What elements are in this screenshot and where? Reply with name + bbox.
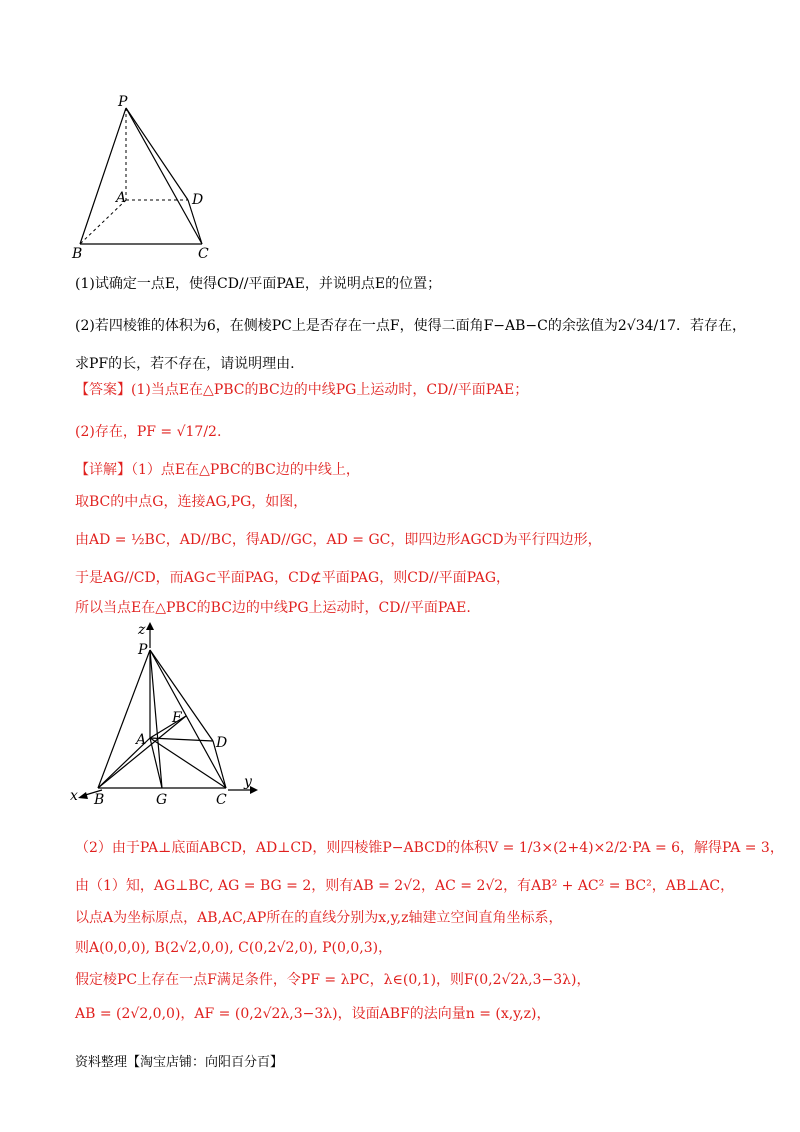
answer-1: 【答案】(1)当点E在△PBC的BC边的中线PG上运动时，CD//平面PAE； — [75, 382, 529, 398]
question-2-cont: 求PF的长，若不存在，请说明理由. — [75, 356, 295, 372]
label-B: B — [94, 792, 105, 808]
axis-x-arrow — [78, 792, 88, 799]
label-C: C — [216, 792, 227, 808]
edge-PC — [126, 108, 202, 244]
label-A: A — [116, 190, 127, 206]
detail-3: 由AD = ½BC，AD//BC，得AD//GC，AD = GC，即四边形AGCD为平行四边形， — [75, 532, 602, 548]
question-1: (1)试确定一点E，使得CD//平面PAE，并说明点E的位置； — [75, 276, 442, 292]
detail-5: 所以当点E在△PBC的BC边的中线PG上运动时，CD//平面PAE. — [75, 600, 471, 616]
edge-PC — [150, 650, 226, 788]
part2-line-3: 以点A为坐标原点，AB,AC,AP所在的直线分别为x,y,z轴建立空间直角坐标系， — [75, 910, 563, 926]
label-y: y — [244, 774, 252, 790]
question-2: (2)若四棱锥的体积为6，在侧棱PC上是否存在一点F，使得二面角F−AB−C的余弦值为2√34/17．若存在， — [75, 318, 747, 334]
part2-line-1: （2）由于PA⊥底面ABCD，AD⊥CD，则四棱锥P−ABCD的体积V = 1/3×(2+4)×2/2·PA = 6，解得PA = 3， — [75, 840, 784, 856]
detail-1: 【详解】（1）点E在△PBC的BC边的中线上， — [75, 462, 360, 478]
label-B: B — [72, 246, 83, 262]
label-x: x — [70, 788, 78, 804]
part2-line-2: 由（1）知，AG⊥BC, AG = BG = 2，则有AB = 2√2，AC = 2√2，有AB² + AC² = BC²，AB⊥AC， — [75, 878, 735, 894]
part2-line-5: 假定棱PC上存在一点F满足条件，令PF = λPC，λ∈(0,1)，则F(0,2√2λ,3−3λ)， — [75, 972, 591, 988]
label-z: z — [138, 622, 146, 638]
axis-z-arrow — [146, 622, 154, 630]
label-P: P — [138, 642, 148, 658]
page-footer: 资料整理【淘宝店铺：向阳百分百】 — [75, 1055, 284, 1070]
label-D: D — [216, 735, 228, 751]
part2-line-4: 则A(0,0,0), B(2√2,0,0), C(0,2√2,0), P(0,0,3)， — [75, 940, 393, 956]
edge-PB — [80, 108, 126, 244]
answer-2: (2)存在，PF = √17/2. — [75, 424, 222, 440]
edge-PD — [126, 108, 188, 200]
edge-PD — [150, 650, 213, 741]
edge-AD — [150, 738, 213, 741]
edge-PG — [150, 650, 162, 788]
detail-4: 于是AG//CD，而AG⊂平面PAG，CD⊄平面PAG，则CD//平面PAG， — [75, 570, 511, 586]
label-C: C — [198, 246, 209, 262]
part2-line-6: AB = (2√2,0,0)，AF = (0,2√2λ,3−3λ)，设面ABF的法向量n = (x,y,z)， — [75, 1006, 551, 1022]
label-F: F — [172, 710, 182, 726]
label-D: D — [192, 192, 204, 208]
coordinate-pyramid-figure — [68, 620, 268, 810]
label-G: G — [156, 792, 168, 808]
detail-2: 取BC的中点G，连接AG,PG，如图， — [75, 494, 308, 510]
pyramid-figure — [70, 92, 220, 262]
label-P: P — [118, 94, 128, 110]
label-A: A — [136, 732, 147, 748]
